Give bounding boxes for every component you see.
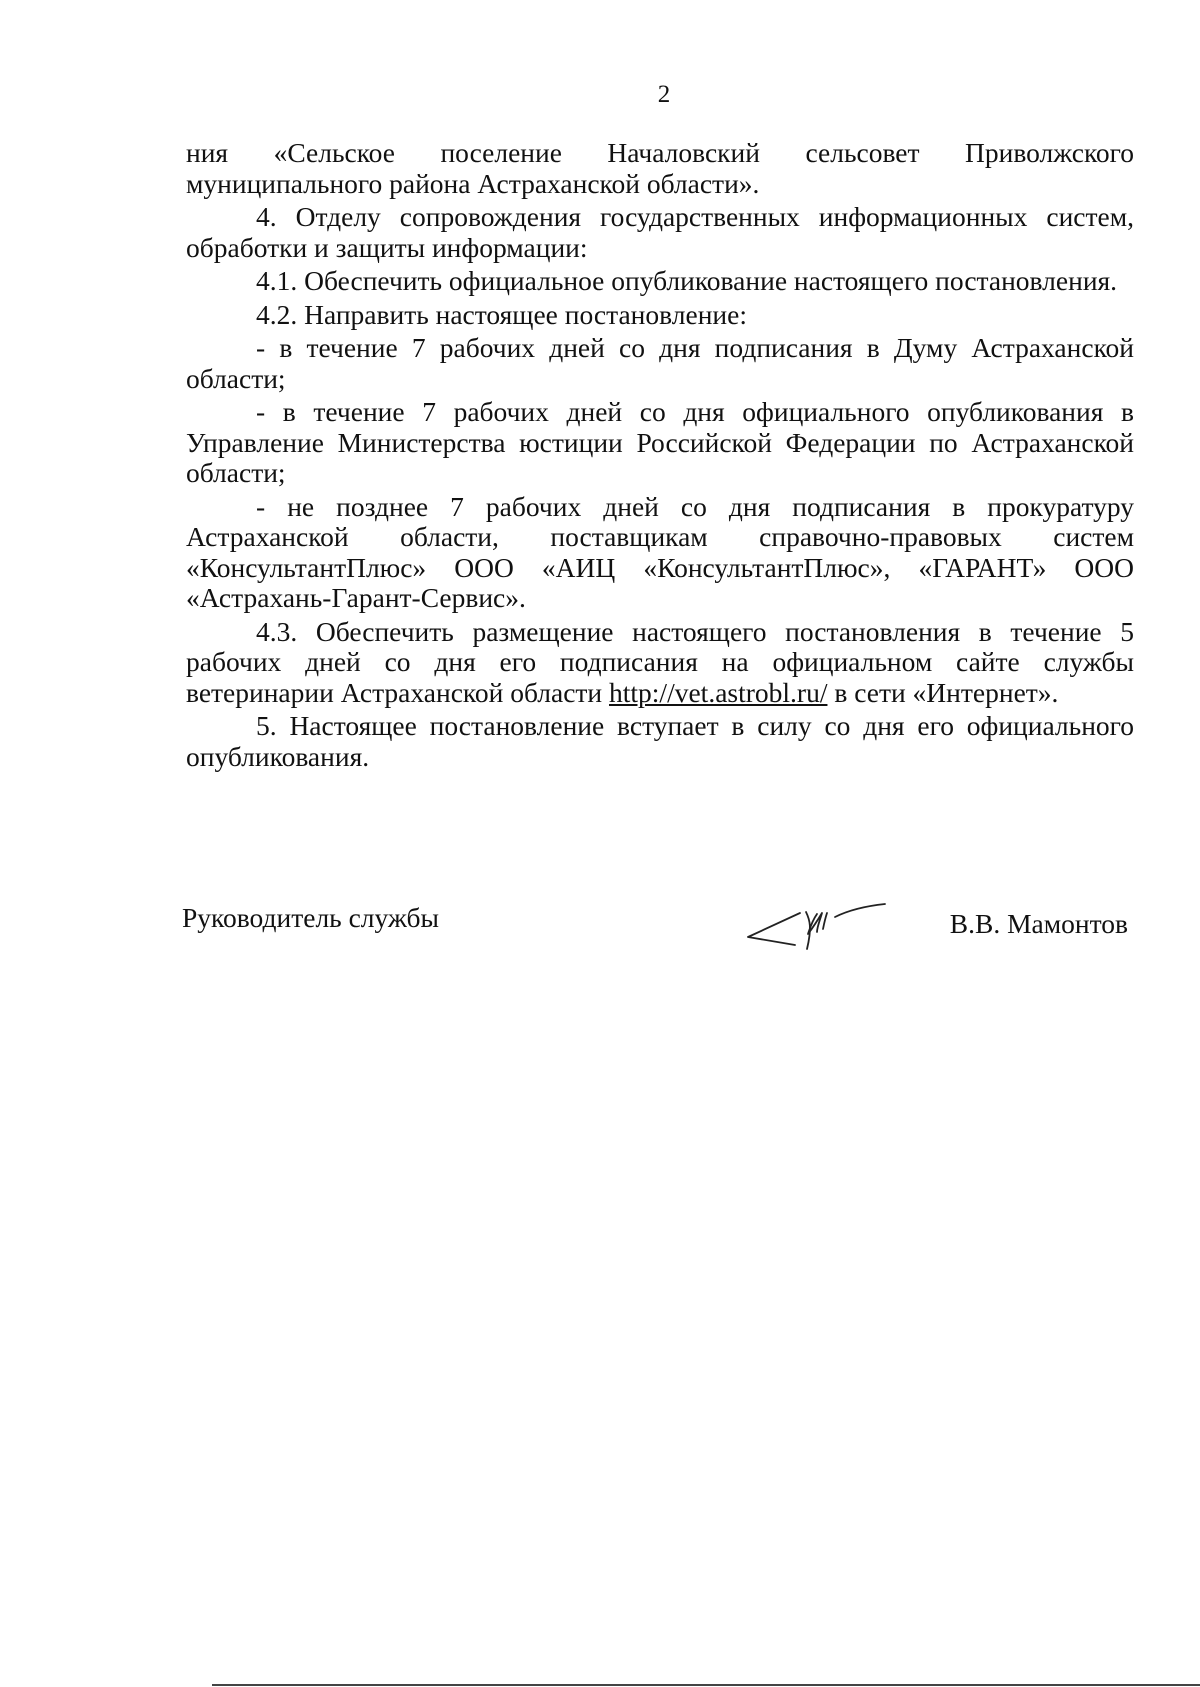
paragraph-bullet-ministry: - в течение 7 рабочих дней со дня официального опубликования в Управление Министерства юстиции Российской Федерации по Астраханской области;: [186, 396, 1134, 488]
signatory-position: Руководитель службы: [182, 902, 440, 933]
page-bottom-edge-line: [212, 1684, 1200, 1686]
signatory-name: В.В. Мамонтов: [949, 908, 1128, 939]
website-link[interactable]: http://vet.astrobl.ru/: [609, 676, 828, 708]
paragraph-item-4: 4. Отделу сопровождения государственных информационных систем, обработки и защиты информации:: [186, 201, 1134, 263]
page-number: 2: [657, 81, 671, 108]
paragraph-item-5: 5. Настоящее постановление вступает в силу со дня его официального опубликования.: [186, 710, 1134, 772]
paragraph-item-4-2: 4.2. Направить настоящее постановление:: [256, 298, 747, 330]
paragraph-item-4-3-text-after: в сети «Интернет».: [827, 676, 1059, 708]
paragraph-continuation: ния «Сельское поселение Началовский сельсовет Приволжского муниципального района Астраханской области».: [186, 137, 1134, 199]
handwritten-signature: [742, 896, 892, 952]
paragraph-bullet-duma: - в течение 7 рабочих дней со дня подписания в Думу Астраханской области;: [186, 332, 1134, 394]
document-body: [186, 138, 1134, 775]
paragraph-item-4-3-text-before: 4.3. Обеспечить размещение настоящего постановления в течение 5 рабочих дней со дня его подписания на официальном сайте службы ветеринарии Астраханской области: [186, 615, 1134, 708]
paragraph-bullet-prosecutor: - не позднее 7 рабочих дней со дня подписания в прокуратуру Астраханской области, поставщикам справочно-правовых систем «КонсультантПлюс» ООО «АИЦ «КонсультантПлюс», «ГАРАНТ» ООО «Астрахань-Гарант-Сервис».: [186, 490, 1134, 613]
paragraph-item-4-3: [186, 617, 1134, 709]
paragraph-item-4-1: 4.1. Обеспечить официальное опубликование настоящего постановления.: [256, 265, 1118, 296]
signature-block: [182, 896, 1130, 956]
